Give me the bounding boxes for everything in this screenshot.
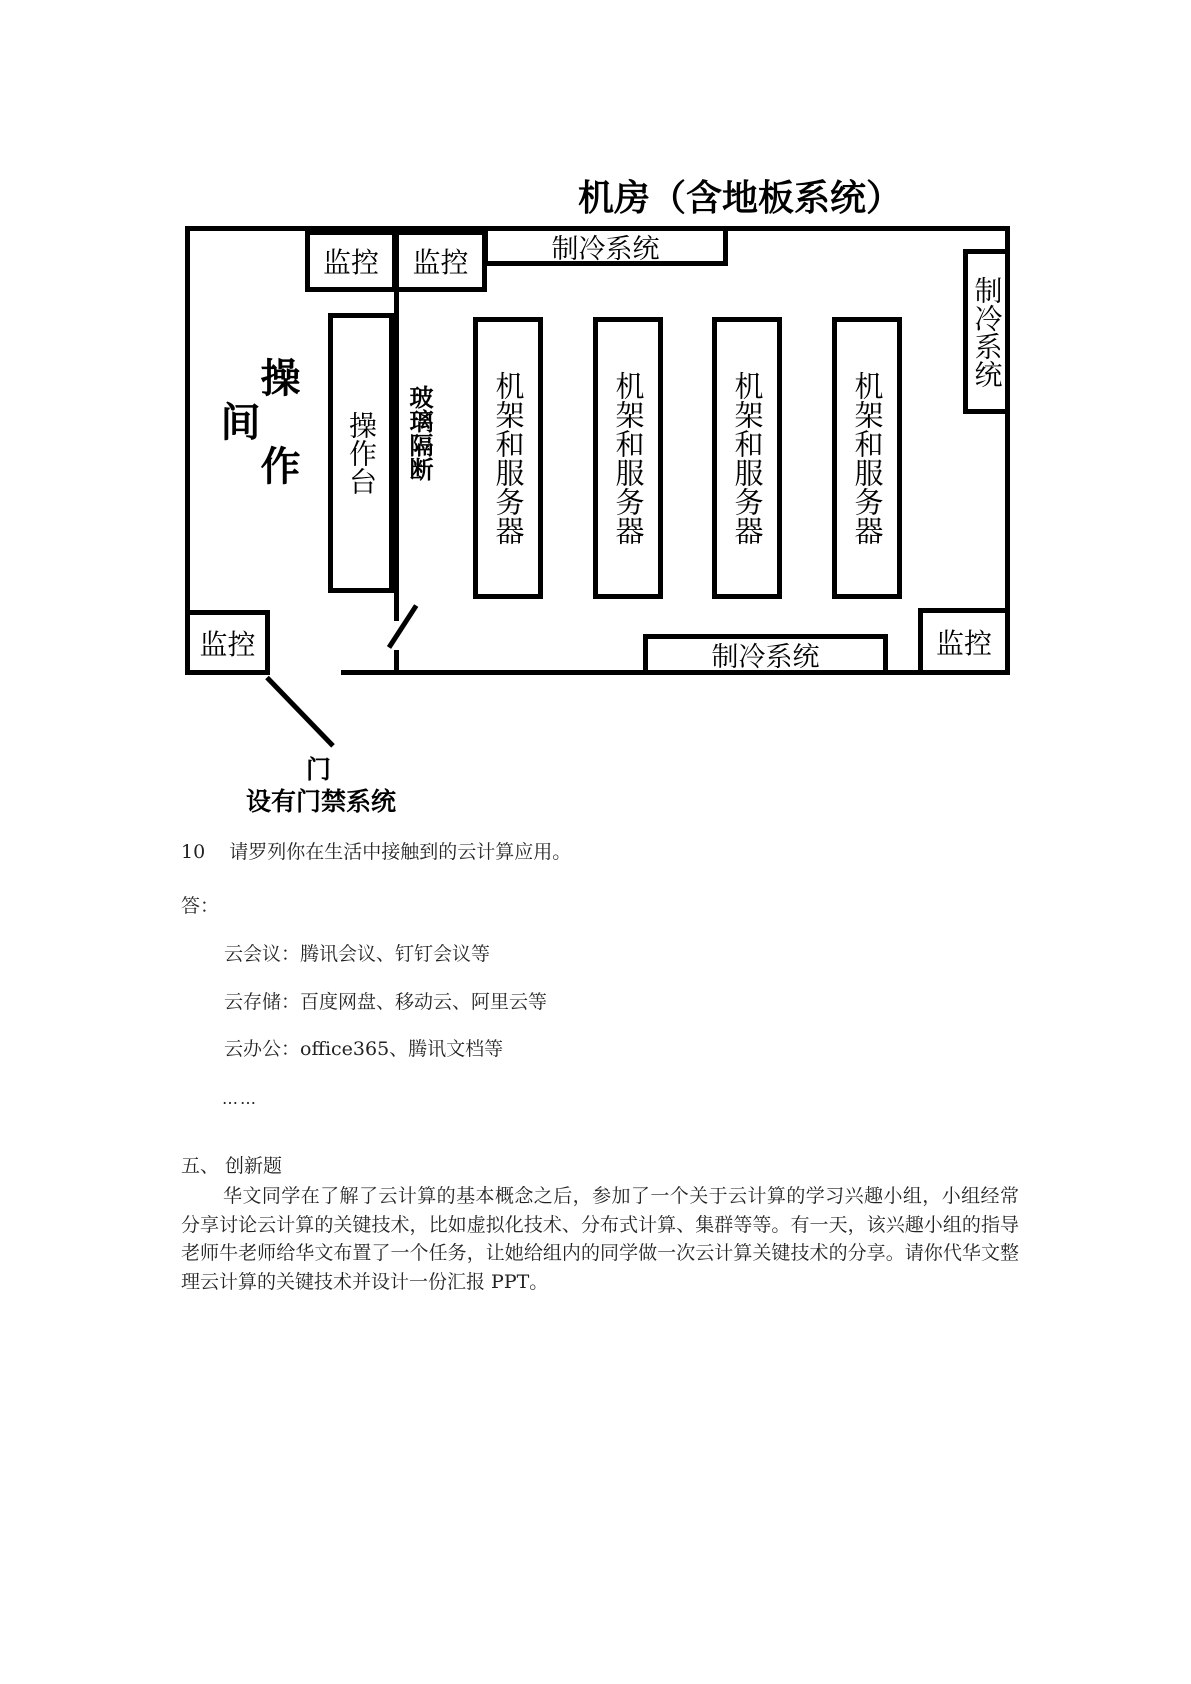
- access-control-label: 设有门禁系统: [246, 787, 397, 816]
- console-desk: [328, 313, 394, 593]
- cooling-system-top: [483, 226, 728, 266]
- door-label: 门: [306, 755, 332, 784]
- rack-label: 机架和服务器: [491, 371, 526, 545]
- cooling-system-bottom: [643, 634, 888, 675]
- operation-room-label: [214, 320, 300, 570]
- rack-label: 机架和服务器: [611, 371, 646, 545]
- answer-item-cloud-office: 云办公：office365、腾讯文档等: [224, 1038, 504, 1060]
- section-5-text: 华文同学在了解了云计算的基本概念之后，参加了一个关于云计算的学习兴趣小组，小组经常分享讨论云计算的关键技术，比如虚拟化技术、分布式计算、集群等等。有一天，该兴趣小组的指导老师牛老师给华文布置了一个任务，让她给组内的同学做一次云计算关键技术的分享。请你代华文整理云计算的关键技术并设计一份汇报 PPT。: [181, 1185, 1019, 1293]
- answer-label: 答：: [181, 895, 220, 917]
- monitor-label: 监控: [412, 246, 469, 279]
- partition-door-swing: [387, 604, 418, 649]
- rack-server-2: [593, 317, 663, 599]
- monitor-top-mid: [394, 230, 487, 292]
- rack-label: 机架和服务器: [730, 371, 765, 545]
- rack-label: 机架和服务器: [850, 371, 885, 545]
- wall-left: [185, 226, 190, 675]
- partition-bottom-stub: [394, 650, 399, 675]
- monitor-bottom-right: [918, 608, 1010, 675]
- operation-room-char: 操作间: [214, 357, 300, 533]
- answer-item-cloud-storage: 云存储：百度网盘、移动云、阿里云等: [224, 991, 548, 1013]
- console-label: 操作台: [345, 411, 378, 495]
- cooling-label: 制冷系统: [970, 275, 1004, 388]
- glass-partition-label: 玻璃隔断: [405, 385, 433, 481]
- rack-server-3: [712, 317, 782, 599]
- cooling-label: 制冷系统: [551, 233, 660, 265]
- answer-ellipsis: ……: [222, 1089, 258, 1108]
- diagram-title: 机房（含地板系统）: [578, 178, 903, 219]
- question-10: [181, 838, 571, 866]
- cooling-label: 制冷系统: [711, 642, 820, 673]
- monitor-label: 监控: [935, 626, 992, 660]
- cooling-system-right: [963, 249, 1010, 414]
- monitor-label: 监控: [322, 246, 379, 279]
- monitor-bottom-left: [185, 610, 270, 675]
- answer-item-cloud-meeting: 云会议：腾讯会议、钉钉会议等: [224, 943, 491, 965]
- question-number: 10: [181, 841, 206, 863]
- monitor-label: 监控: [199, 627, 256, 661]
- section-5-paragraph: [181, 1182, 1019, 1296]
- rack-server-1: [473, 317, 543, 599]
- section-5-heading: 五、 创新题: [181, 1155, 283, 1177]
- entrance-door-swing: [265, 676, 335, 748]
- rack-server-4: [832, 317, 902, 599]
- question-text: 请罗列你在生活中接触到的云计算应用。: [229, 841, 572, 863]
- monitor-top-left: [305, 230, 397, 292]
